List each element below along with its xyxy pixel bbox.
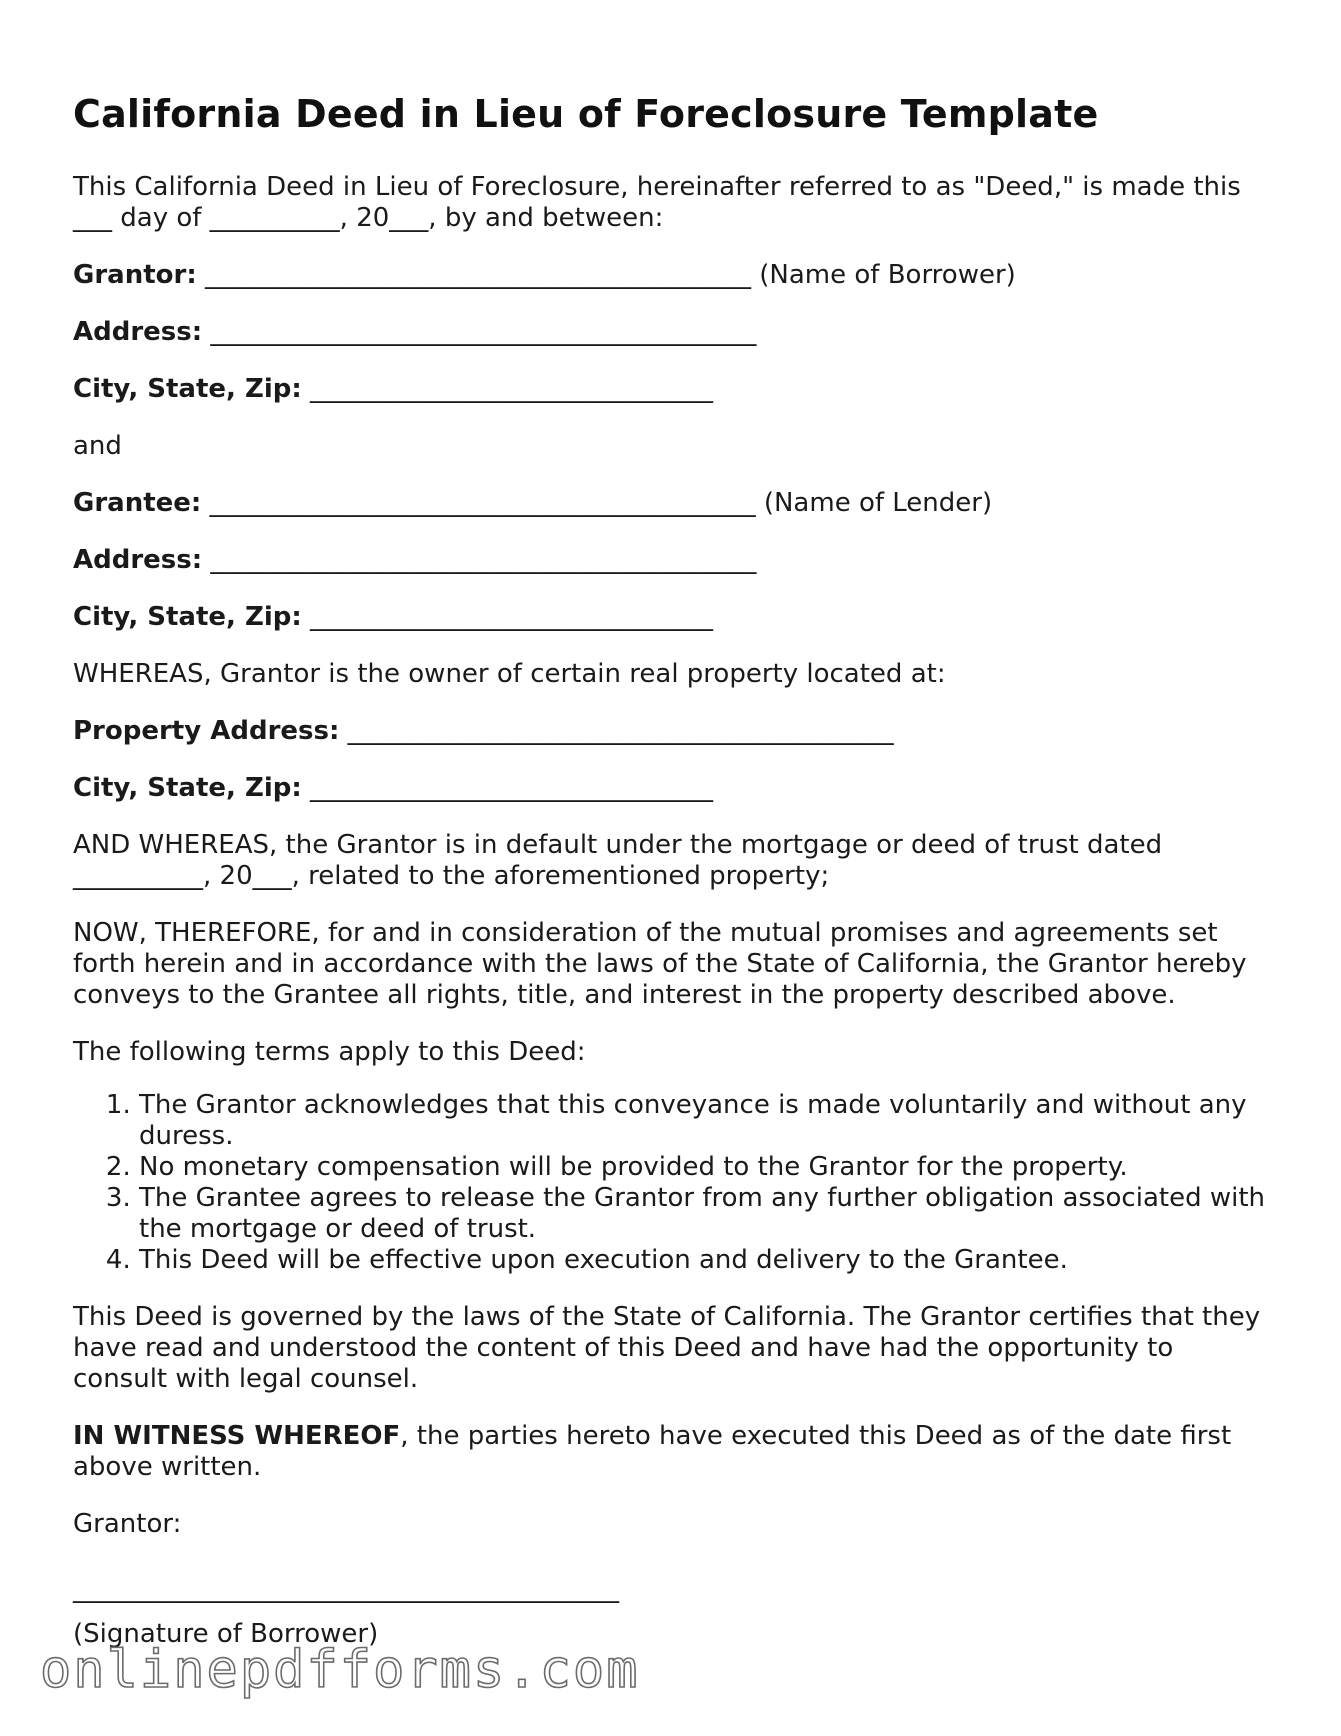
- and-whereas-paragraph: AND WHEREAS, the Grantor is in default under the mortgage or deed of trust dated __________, 20___, related to the aforementioned property;: [73, 829, 1163, 891]
- grantor-address-label: Address:: [73, 316, 203, 347]
- grantor-city-field: [73, 374, 1273, 405]
- signature-label: Grantor:: [73, 1508, 182, 1539]
- signature-line: __________________________________________: [73, 1573, 619, 1604]
- property-city-field: [73, 773, 1273, 804]
- list-item: 4. This Deed will be effective upon execution and delivery to the Grantee.: [139, 1245, 1273, 1276]
- grantor-address-field: [73, 317, 1273, 348]
- grantee-name-line: __________________________________________ (Name of Lender): [209, 487, 993, 518]
- property-city-label: City, State, Zip:: [73, 772, 302, 803]
- grantor-name-label: Grantor:: [73, 259, 197, 290]
- property-address-line: __________________________________________: [347, 715, 894, 746]
- grantee-address-label: Address:: [73, 544, 203, 575]
- list-item: 3. The Grantee agrees to release the Grantor from any further obligation associated with the mortgage or deed of trust.: [139, 1183, 1273, 1245]
- grantee-city-field: [73, 602, 1273, 633]
- whereas-paragraph: WHEREAS, Grantor is the owner of certain real property located at:: [73, 658, 946, 689]
- grantee-name-label: Grantee:: [73, 487, 202, 518]
- property-city-line: _______________________________: [310, 772, 714, 803]
- grantee-city-label: City, State, Zip:: [73, 601, 302, 632]
- now-therefore-paragraph: NOW, THEREFORE, for and in consideration of the mutual promises and agreements set forth herein and in accordance with the laws of the State of California, the Grantor hereby conveys to the Grantee all rights, title, and interest in the property described above.: [73, 917, 1247, 1010]
- witness-text: , the parties hereto have executed this Deed as of the date first above written.: [73, 1420, 1232, 1482]
- grantee-city-line: _______________________________: [310, 601, 714, 632]
- document-title: California Deed in Lieu of Foreclosure Template: [73, 92, 1099, 136]
- list-item: 2. No monetary compensation will be provided to the Grantor for the property.: [139, 1152, 1273, 1183]
- governing-law-paragraph: This Deed is governed by the laws of the State of California. The Grantor certifies that they have read and understood the content of this Deed and have had the opportunity to consult with legal counsel.: [73, 1301, 1261, 1394]
- witness-paragraph: [73, 1421, 1273, 1483]
- list-item: 1. The Grantor acknowledges that this conveyance is made voluntarily and without any duress.: [139, 1090, 1273, 1152]
- witness-heading: IN WITNESS WHEREOF: [73, 1420, 401, 1451]
- property-address-field: [73, 716, 1273, 747]
- grantee-name-field: [73, 488, 1273, 519]
- terms-intro: The following terms apply to this Deed:: [73, 1036, 586, 1067]
- terms-list: [73, 1090, 1273, 1276]
- signature-caption: (Signature of Borrower): [73, 1618, 379, 1649]
- grantor-address-line: __________________________________________: [210, 316, 757, 347]
- and-text: and: [73, 430, 122, 461]
- grantee-address-field: [73, 545, 1273, 576]
- intro-paragraph: This California Deed in Lieu of Foreclosure, hereinafter referred to as "Deed," is made this ___ day of __________, 20___, by and between:: [73, 171, 1241, 233]
- grantor-name-field: [73, 260, 1273, 291]
- grantor-city-line: _______________________________: [310, 373, 714, 404]
- property-address-label: Property Address:: [73, 715, 340, 746]
- document-page: [73, 92, 1273, 1650]
- watermark: onlinepdfforms.com: [40, 1640, 640, 1700]
- grantor-city-label: City, State, Zip:: [73, 373, 302, 404]
- grantee-address-line: __________________________________________: [210, 544, 757, 575]
- grantor-name-line: __________________________________________ (Name of Borrower): [205, 259, 1016, 290]
